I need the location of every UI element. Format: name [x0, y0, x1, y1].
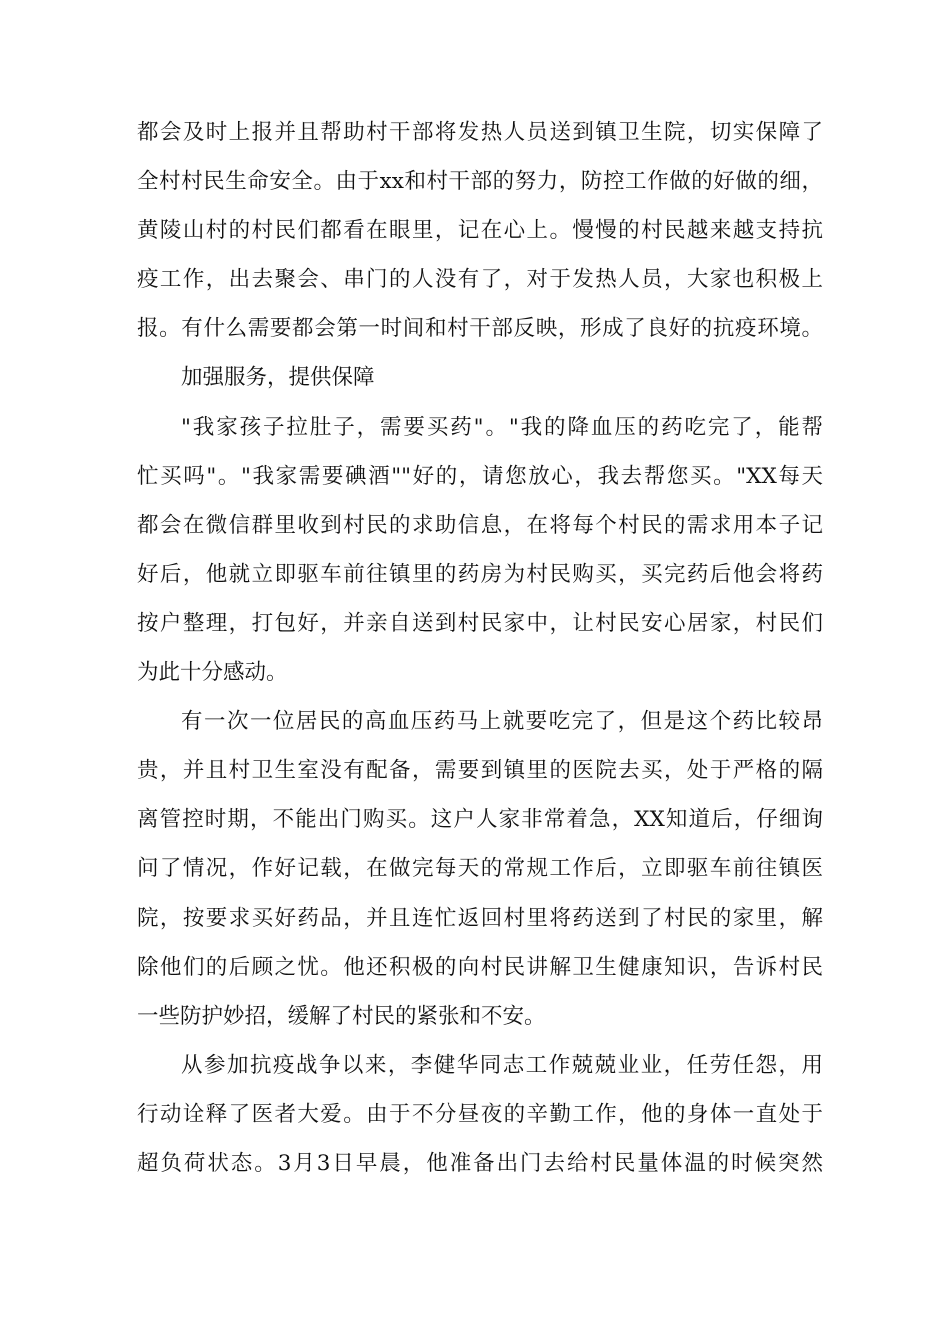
section-heading — [137, 353, 823, 402]
text-line: 院，按要求买好药品，并且连忙返回村里将药送到了村民的家里，解 — [137, 905, 823, 931]
text-line: 有一次一位居民的高血压药马上就要吃完了，但是这个药比较昂 — [181, 709, 823, 735]
text-line: 忙买吗"。"我家需要碘酒""好的，请您放心，我去帮您买。"XX每天 — [137, 463, 823, 489]
text-line: 好后，他就立即驱车前往镇里的药房为村民购买，买完药后他会将药 — [137, 561, 823, 587]
paragraph-3 — [137, 403, 823, 698]
section-heading-text: 加强服务，提供保障 — [181, 365, 375, 391]
text-line: 都会及时上报并且帮助村干部将发热人员送到镇卫生院，切实保障了 — [137, 120, 823, 145]
text-line: 贵，并且村卫生室没有配备，需要到镇里的医院去买，处于严格的隔 — [137, 758, 823, 784]
text-line: 超负荷状态。3月3日早晨，他准备出门去给村民量体温的时候突然 — [137, 1150, 823, 1176]
text-line: 除他们的后顾之忧。他还积极的向村民讲解卫生健康知识，告诉村民 — [137, 954, 823, 980]
text-line: 行动诠释了医者大爱。由于不分昼夜的辛勤工作，他的身体一直处于 — [137, 1101, 823, 1127]
text-line: 疫工作，出去聚会、串门的人没有了，对于发热人员，大家也积极上 — [137, 267, 823, 293]
text-line: 为此十分感动。 — [137, 660, 288, 686]
text-line: 报。有什么需要都会第一时间和村干部反映，形成了良好的抗疫环境。 — [137, 316, 823, 342]
paragraph-1 — [137, 108, 823, 353]
document-body — [137, 108, 823, 1188]
text-line: 一些防护妙招，缓解了村民的紧张和不安。 — [137, 1003, 546, 1029]
paragraph-5 — [137, 1041, 823, 1188]
text-line: 黄陵山村的村民们都看在眼里，记在心上。慢慢的村民越来越支持抗 — [137, 218, 823, 244]
text-line: 按户整理，打包好，并亲自送到村民家中，让村民安心居家，村民们 — [137, 610, 823, 636]
text-line: 离管控时期，不能出门购买。这户人家非常着急，XX知道后，仔细询 — [137, 807, 823, 833]
paragraph-4 — [137, 697, 823, 1041]
text-line: 全村村民生命安全。由于xx和村干部的努力，防控工作做的好做的细， — [137, 169, 823, 195]
text-line: 从参加抗疫战争以来，李健华同志工作兢兢业业，任劳任怨，用 — [181, 1052, 823, 1078]
text-line: 问了情况，作好记载，在做完每天的常规工作后，立即驱车前往镇医 — [137, 856, 823, 882]
text-line: 都会在微信群里收到村民的求助信息，在将每个村民的需求用本子记 — [137, 512, 823, 538]
text-line: "我家孩子拉肚子，需要买药"。"我的降血压的药吃完了，能帮 — [181, 414, 823, 440]
